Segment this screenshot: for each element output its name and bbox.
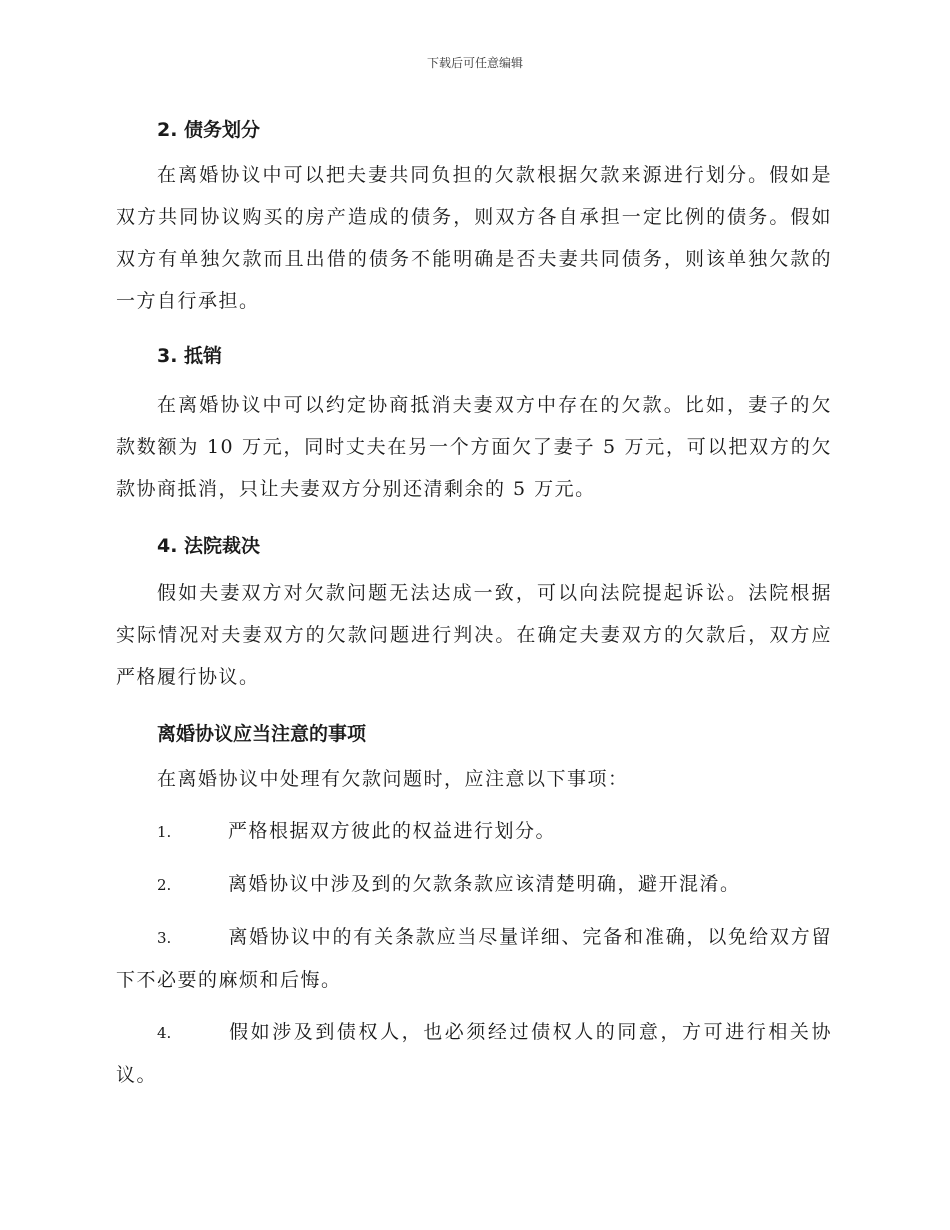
- section-heading-offset: 3. 抵销: [157, 345, 223, 367]
- section-paragraph-notes-intro: 在离婚协议中处理有欠款问题时，应注意以下事项：: [157, 768, 629, 790]
- section-paragraph-court-ruling: 假如夫妻双方对欠款问题无法达成一致，可以向法院提起诉讼。法院根据实际情况对夫妻双方的欠款问题进行判决。在确定夫妻双方的欠款后，双方应严格履行协议。: [116, 582, 832, 688]
- list-item: [116, 863, 832, 906]
- list-item-text: 离婚协议中的有关条款应当尽量详细、完备和准确，以免给双方留下不必要的麻烦和后悔。: [116, 926, 832, 991]
- list-item-number: 4.: [157, 1024, 172, 1042]
- document-body: [116, 112, 832, 1096]
- list-item-number: 2.: [157, 876, 172, 894]
- section-heading-court-ruling: 4. 法院裁决: [157, 535, 261, 557]
- list-item-text: 假如涉及到债权人，也必须经过债权人的同意，方可进行相关协议。: [116, 1021, 832, 1086]
- section-heading-notes: 离婚协议应当注意的事项: [157, 723, 367, 745]
- list-item-number: 3.: [157, 929, 172, 947]
- list-item-number: 1.: [157, 823, 172, 841]
- list-item: [116, 810, 832, 853]
- section-paragraph-offset: 在离婚协议中可以约定协商抵消夫妻双方中存在的欠款。比如，妻子的欠款数额为 10 万元，同时丈夫在另一个方面欠了妻子 5 万元，可以把双方的欠款协商抵消，只让夫妻双方分别还清剩余的 5 万元。: [116, 394, 832, 500]
- list-item: [116, 916, 832, 1001]
- list-item-text: 离婚协议中涉及到的欠款条款应该清楚明确，避开混淆。: [228, 873, 741, 895]
- list-item: [116, 1011, 832, 1096]
- list-item-text: 严格根据双方彼此的权益进行划分。: [228, 820, 557, 842]
- section-paragraph-debt-division: 在离婚协议中可以把夫妻共同负担的欠款根据欠款来源进行划分。假如是双方共同协议购买的房产造成的债务，则双方各自承担一定比例的债务。假如双方有单独欠款而且出借的债务不能明确是否夫妻共同债务，则该单独欠款的一方自行承担。: [116, 164, 832, 312]
- page-header-note: 下载后可任意编辑: [426, 56, 523, 70]
- section-heading-debt-division: 2. 债务划分: [157, 119, 261, 141]
